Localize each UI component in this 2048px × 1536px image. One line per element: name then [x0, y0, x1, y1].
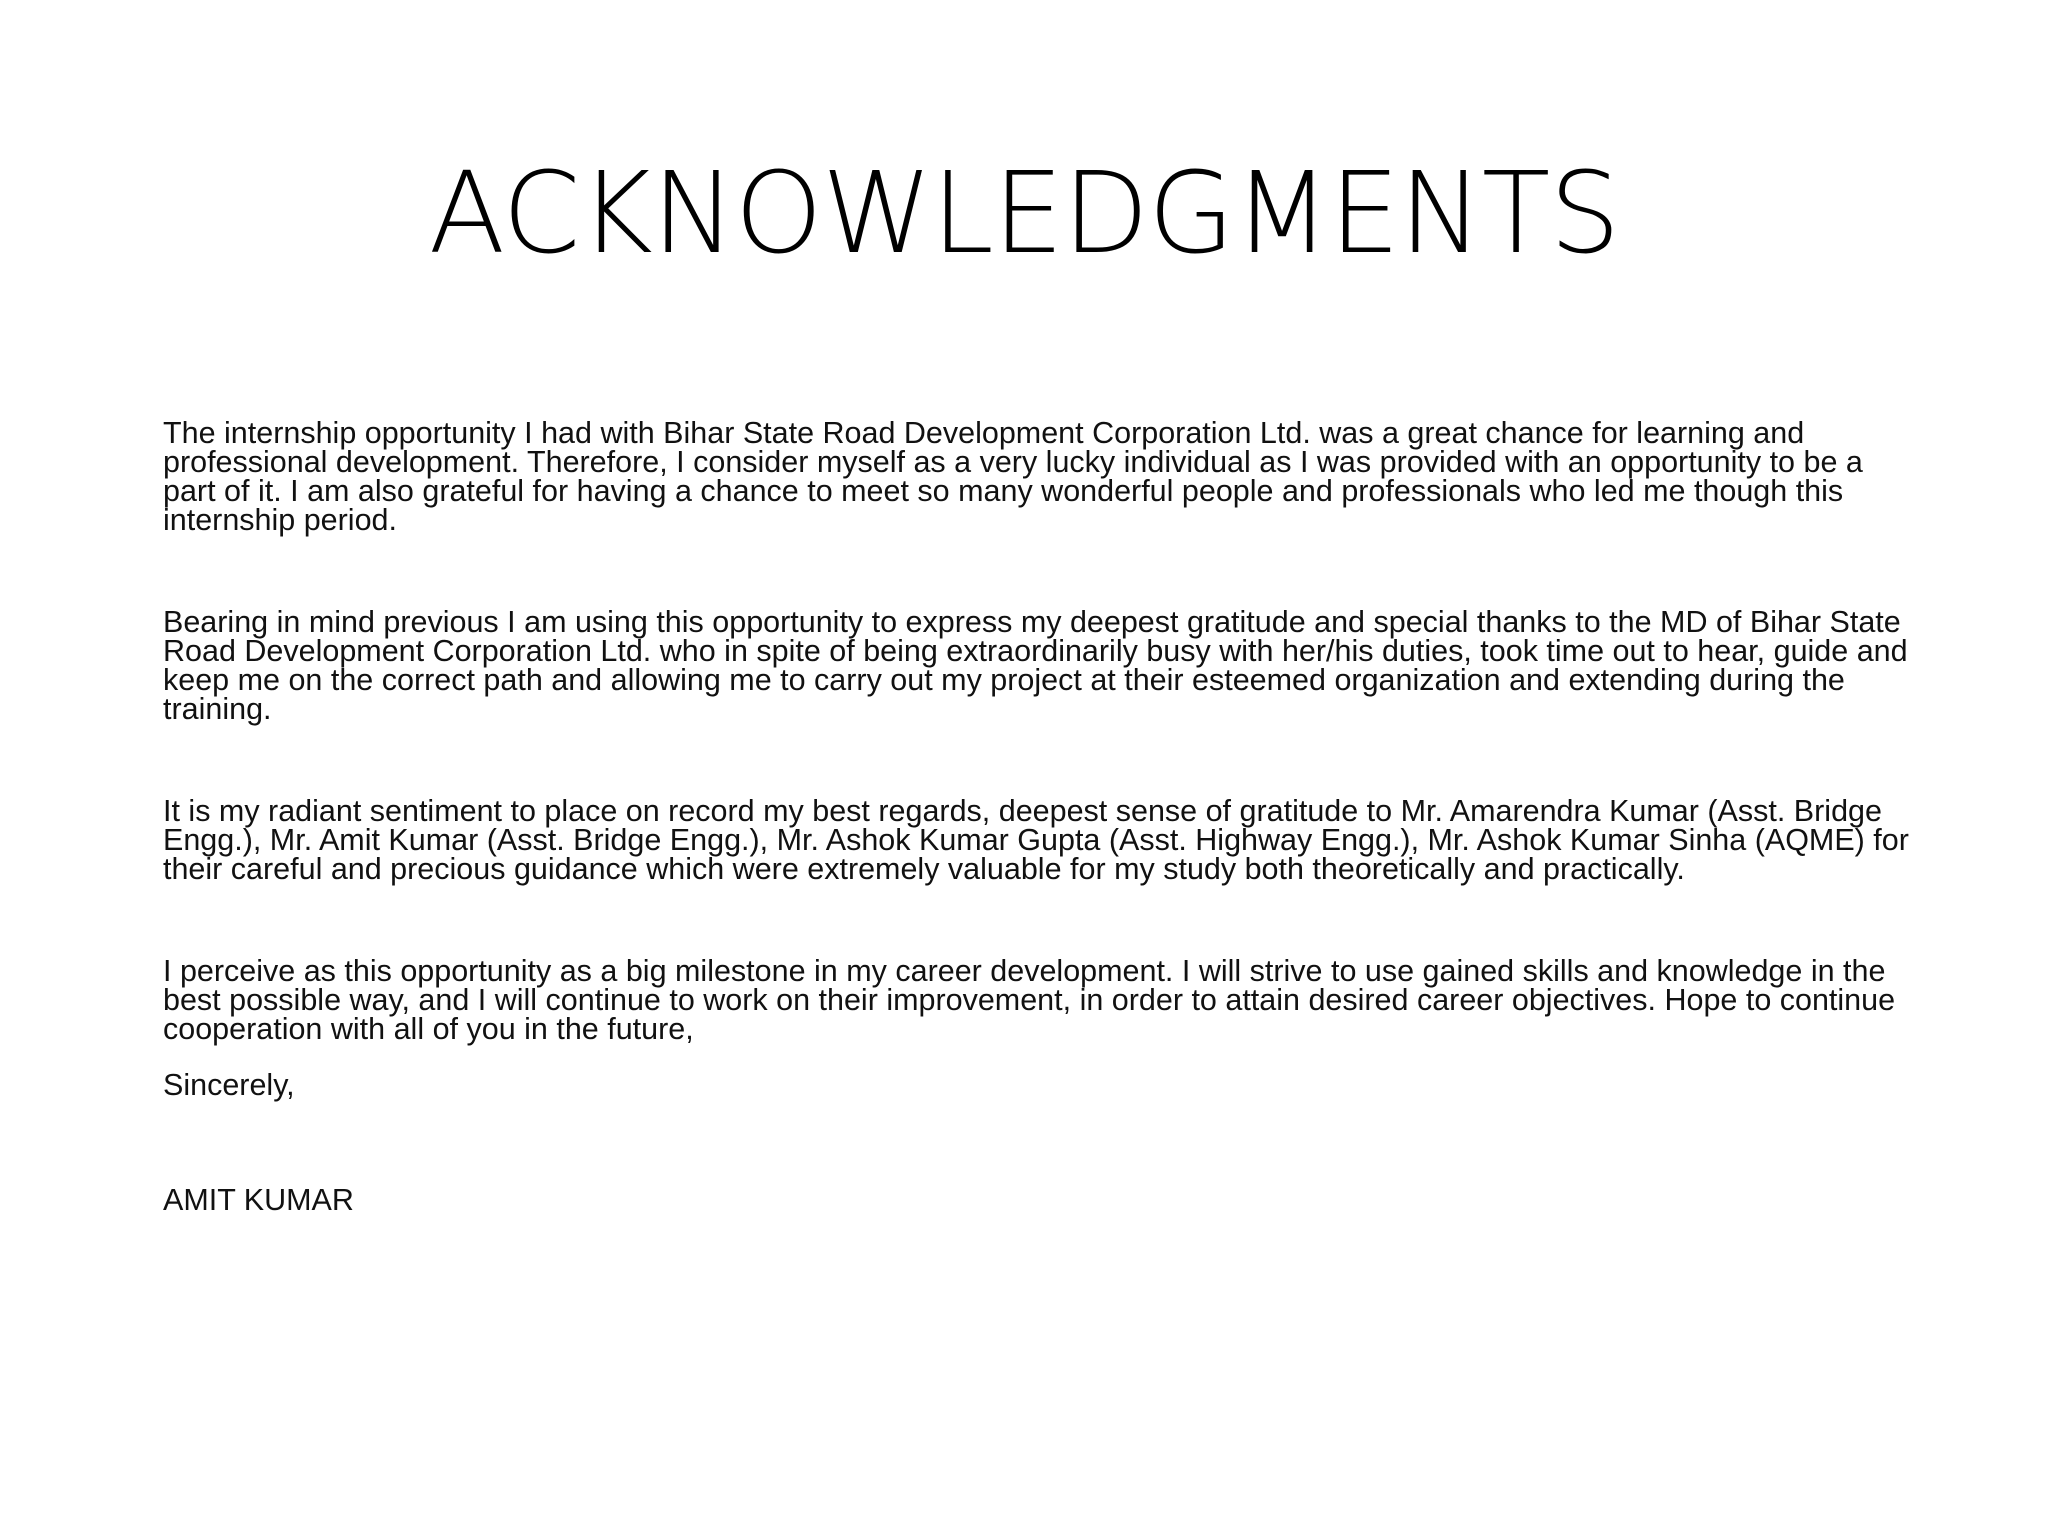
paragraph-gratitude-md: Bearing in mind previous I am using this opportunity to express my deepest gratitude and special thanks to the MD of Bihar State Road Development Corporation Ltd. who in spite of being extraordinarily busy with her/his duties, took time out to hear, guide and keep me on the correct path and allowing me to carry out my project at their esteemed organization and extending during the training.: [163, 605, 1908, 726]
paragraph-gratitude-mentors: It is my radiant sentiment to place on record my best regards, deepest sense of gratitude to Mr. Amarendra Kumar (Asst. Bridge Engg.), Mr. Amit Kumar (Asst. Bridge Engg.), Mr. Ashok Kumar Gupta (Asst. Highway Engg.), Mr. Ashok Kumar Sinha (AQME) for their careful and precious guidance which were extremely valuable for my study both theoretically and practically.: [163, 794, 1909, 886]
signature-name: AMIT KUMAR: [163, 1183, 354, 1217]
closing-text: Sincerely,: [163, 1068, 295, 1102]
slide-title: ACKNOWLEDGMENTS: [428, 149, 1620, 279]
slide-body: [163, 416, 1923, 1217]
paragraph-career: I perceive as this opportunity as a big milestone in my career development. I will strive to use gained skills and knowledge in the best possible way, and I will continue to work on their improvement, in order to attain desired career objectives. Hope to continue cooperation with all of you in the future,: [163, 954, 1896, 1046]
paragraph-internship: The internship opportunity I had with Bihar State Road Development Corporation Ltd. was a great chance for learning and professional development. Therefore, I consider myself as a very lucky individual as I was provided with an opportunity to be a part of it. I am also grateful for having a chance to meet so many wonderful people and professionals who led me though this internship period.: [163, 416, 1863, 537]
